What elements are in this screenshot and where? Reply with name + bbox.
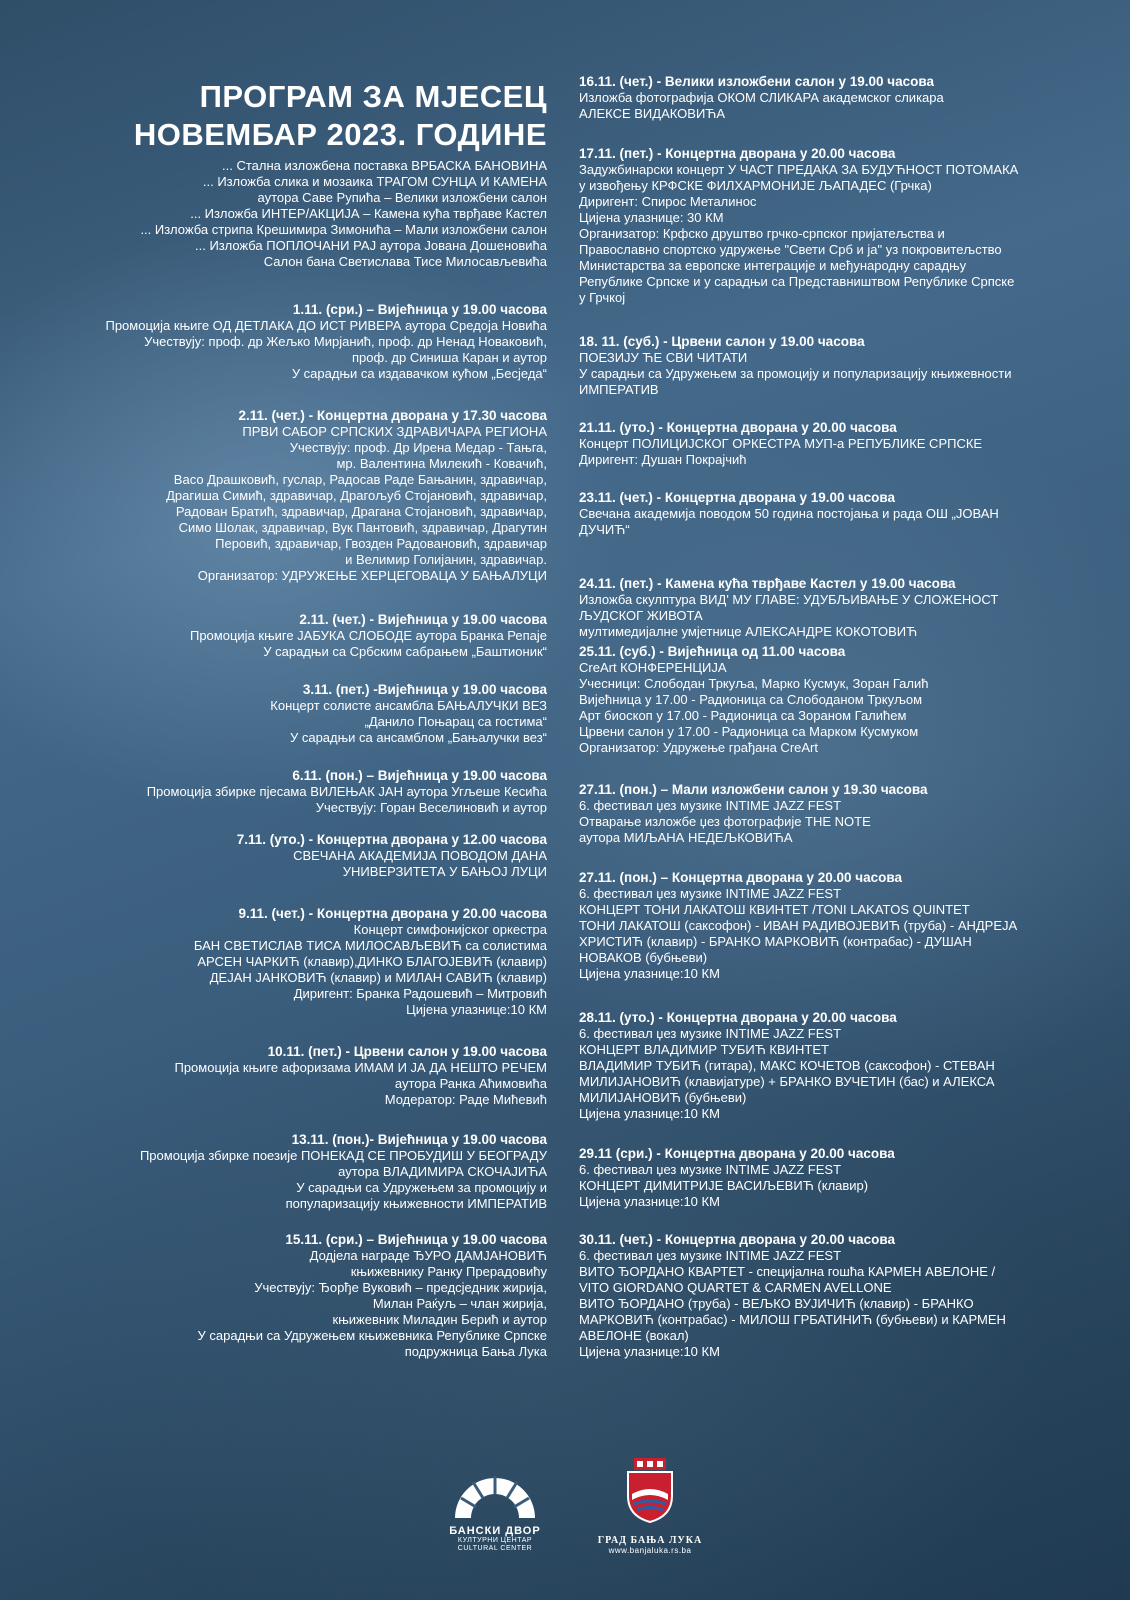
event-detail-line: Учествују: проф. др Жељко Мирјанић, проф. др Ненад Новаковић, bbox=[144, 334, 547, 349]
event-detail-line: у извођењу КРФСКЕ ФИЛХАРМОНИЈЕ ЉАПАДЕС (Грчка) bbox=[579, 178, 932, 193]
event-detail-line: КОНЦЕРТ ДИМИТРИЈЕ ВАСИЉЕВИЋ (клавир) bbox=[579, 1178, 869, 1193]
event-date-venue: 18. 11. (суб.) - Црвени салон у 19.00 часова bbox=[579, 334, 865, 349]
event-detail-line: НОВАКОВ (бубњеви) bbox=[579, 950, 708, 965]
event-detail-line: књижевнику Ранку Прерадовићу bbox=[350, 1264, 547, 1279]
event-detail-line: АЛЕКСЕ ВИДАКОВИЋА bbox=[579, 106, 726, 121]
event-entry bbox=[190, 612, 547, 660]
event-detail-line: Цијена улазнице:10 КМ bbox=[579, 966, 720, 981]
event-detail-line: Републике Српске и у сарадњи са Представништвом Републике Српске bbox=[579, 274, 1015, 289]
event-detail-line: Концерт ПОЛИЦИЈСКОГ ОРКЕСТРА МУП-а РЕПУБЛИКЕ СРПСКЕ bbox=[579, 436, 983, 451]
event-date-venue: 1.11. (сри.) – Вијећница у 19.00 часова bbox=[292, 302, 547, 317]
event-detail-line: ВЛАДИМИР ТУБИЋ (гитара), МАКС КОЧЕТОВ (саксофон) - СТЕВАН bbox=[579, 1058, 995, 1073]
banski-dvor-sub2: CULTURAL CENTER bbox=[457, 1545, 533, 1552]
event-detail-line: 6. фестивал џез музике INTIME JAZZ FEST bbox=[579, 1162, 842, 1177]
event-detail-line: аутора Ранка Аћимовића bbox=[394, 1076, 547, 1091]
event-detail-line: Диригент: Бранка Радошевић – Митровић bbox=[293, 986, 547, 1001]
event-detail-line: Вијећница у 17.00 - Радионица са Слободаном Тркуљом bbox=[579, 692, 923, 707]
event-detail-line: Организатор: Удружење грађана CreArt bbox=[579, 740, 818, 755]
event-date-venue: 21.11. (уто.) - Концертна дворана у 20.00 часова bbox=[579, 420, 897, 435]
event-detail-line: Модератор: Раде Мићевић bbox=[384, 1092, 547, 1107]
event-detail-line: Цијена улазнице: 30 КМ bbox=[579, 210, 724, 225]
event-date-venue: 2.11. (чет.) - Концертна дворана у 17.30 часова bbox=[238, 408, 547, 423]
event-date-venue: 25.11. (суб.) - Вијећница од 11.00 часова bbox=[579, 644, 846, 659]
event-detail-line: ВИТО ЂОРДАНО (труба) - ВЕЉКО ВУЈИЧИЋ (клавир) - БРАНКО bbox=[579, 1296, 974, 1311]
city-coat-of-arms-icon bbox=[620, 1458, 680, 1524]
event-detail-line: ... Стална изложбена поставка ВРБАСКА БАНОВИНА bbox=[222, 158, 547, 173]
event-entry bbox=[140, 1132, 547, 1212]
event-date-venue: 7.11. (уто.) - Концертна дворана у 12.00 часова bbox=[236, 832, 547, 847]
event-entry bbox=[579, 576, 998, 640]
event-entry bbox=[579, 870, 1017, 982]
exhibitions-intro bbox=[140, 158, 547, 270]
event-detail-line: Учествују: проф. Др Ирена Медар - Тањга, bbox=[289, 440, 547, 455]
event-detail-line: књижевник Миладин Берић и аутор bbox=[332, 1312, 547, 1327]
event-detail-line: „Данило Поњарац са гостима“ bbox=[364, 714, 547, 729]
event-detail-line: СВЕЧАНА АКАДЕМИЈА ПОВОДОМ ДАНА bbox=[293, 848, 547, 863]
event-detail-line: Додјела награде ЂУРО ДАМЈАНОВИЋ bbox=[309, 1248, 547, 1263]
event-detail-line: ... Изложба слика и мозаика ТРАГОМ СУНЦА И КАМЕНА bbox=[202, 174, 547, 189]
event-entry bbox=[579, 420, 982, 468]
event-detail-line: Учествују: Ђорђе Вуковић – предсједник жирија, bbox=[254, 1280, 547, 1295]
event-entry bbox=[579, 334, 1012, 398]
event-detail-line: Отварање изложбе џез фотографије THE NOTE bbox=[579, 814, 871, 829]
event-detail-line: VITO GIORDANO QUARTET & CARMEN AVELLONE bbox=[579, 1280, 892, 1295]
event-detail-line: ТОНИ ЛАКАТОШ (саксофон) - ИВАН РАДИВОЈЕВИЋ (труба) - АНДРЕЈА bbox=[579, 918, 1018, 933]
event-detail-line: УНИВЕРЗИТЕТА У БАЊОЈ ЛУЦИ bbox=[342, 864, 547, 879]
event-detail-line: Перовић, здравичар, Гвозден Радовановић, здравичар bbox=[215, 536, 547, 551]
event-detail-line: БАН СВЕТИСЛАВ ТИСА МИЛОСАВЉЕВИЋ са солистима bbox=[193, 938, 547, 953]
event-detail-line: Промоција збирке пјесама ВИЛЕЊАК ЈАН аутора Угљеше Кесића bbox=[146, 784, 547, 799]
event-detail-line: У сарадњи са Србским сабрањем „Баштионик“ bbox=[263, 644, 547, 659]
event-entry bbox=[105, 302, 547, 382]
event-detail-line: ДУЧИЋ“ bbox=[579, 522, 630, 537]
event-detail-line: Концерт солисте ансамбла БАЊАЛУЧКИ ВЕЗ bbox=[270, 698, 547, 713]
logos bbox=[440, 1458, 703, 1568]
event-entry bbox=[147, 768, 547, 816]
event-detail-line: Промоција књиге ОД ДЕТЛАКА ДО ИСТ РИВЕРА аутора Средоја Новића bbox=[105, 318, 547, 333]
event-detail-line: Промоција збирке поезије ПОНЕКАД СЕ ПРОБУДИШ У БЕОГРАДУ bbox=[139, 1148, 547, 1163]
event-entry bbox=[270, 682, 547, 746]
event-entry bbox=[237, 832, 547, 880]
event-detail-line: Диригент: Спирос Металинос bbox=[579, 194, 757, 209]
event-detail-line: и Велимир Голијанин, здравичар. bbox=[345, 552, 547, 567]
event-detail-line: аутора Саве Рупића – Велики изложбени салон bbox=[257, 190, 547, 205]
event-detail-line: Учествују: Горан Веселиновић и аутор bbox=[315, 800, 547, 815]
banski-dvor-logo bbox=[440, 1458, 550, 1553]
event-detail-line: Промоција књиге ЈАБУКА СЛОБОДЕ аутора Бранка Репаје bbox=[189, 628, 547, 643]
event-date-venue: 15.11. (сри.) – Вијећница у 19.00 часова bbox=[285, 1232, 547, 1247]
event-detail-line: Цијена улазнице:10 КМ bbox=[406, 1002, 547, 1017]
event-date-venue: 27.11. (пон.) – Мали изложбени салон у 19.30 часова bbox=[579, 782, 928, 797]
event-detail-line: МИЛИЈАНОВИЋ (клавијатуре) + БРАНКО ВУЧЕТИН (бас) и АЛЕКСА bbox=[579, 1074, 995, 1089]
event-entry bbox=[579, 782, 928, 846]
event-detail-line: Диригент: Душан Покрајчић bbox=[579, 452, 747, 467]
event-detail-line: Милан Раќуљ – члан жирија, bbox=[372, 1296, 547, 1311]
event-detail-line: 6. фестивал џез музике INTIME JAZZ FEST bbox=[579, 798, 842, 813]
event-entry bbox=[579, 490, 999, 538]
event-date-venue: 16.11. (чет.) - Велики изложбени салон у 19.00 часова bbox=[579, 74, 934, 89]
grad-banja-luka-logo bbox=[595, 1458, 705, 1555]
event-detail-line: Концерт симфонијског оркестра bbox=[353, 922, 547, 937]
event-detail-line: Свечана академија поводом 50 година постојања и рада ОШ „ЈОВАН bbox=[579, 506, 999, 521]
event-detail-line: Цијена улазнице:10 КМ bbox=[579, 1194, 720, 1209]
event-detail-line: У сарадњи са Удружењем књижевника Републике Српске bbox=[197, 1328, 547, 1343]
event-detail-line: У сарадњи са издавачком кућом „Бесједа“ bbox=[291, 366, 547, 381]
event-detail-line: У сарадњи са Удружењем за промоцију и bbox=[296, 1180, 547, 1195]
event-detail-line: 6. фестивал џез музике INTIME JAZZ FEST bbox=[579, 1248, 842, 1263]
event-detail-line: у Грчкој bbox=[579, 290, 626, 305]
event-detail-line: ... Изложба ИНТЕР/АКЦИЈА – Камена кућа тврђаве Кастел bbox=[190, 206, 547, 221]
event-detail-line: популаризацију књижевности ИМПЕРАТИВ bbox=[285, 1196, 547, 1211]
event-detail-line: 6. фестивал џез музике INTIME JAZZ FEST bbox=[579, 886, 842, 901]
event-entry bbox=[194, 906, 547, 1018]
event-detail-line: Учесници: Слободан Тркуља, Марко Кусмук, Зоран Галић bbox=[579, 676, 929, 691]
event-date-venue: 24.11. (пет.) - Камена кућа тврђаве Кастел у 19.00 часова bbox=[579, 576, 956, 591]
grad-name: ГРАД БАЊА ЛУКА bbox=[597, 1535, 703, 1546]
event-entry bbox=[579, 644, 928, 756]
event-detail-line: ... Изложба стрипа Крешимира Зимонића – Мали изложбени салон bbox=[140, 222, 547, 237]
event-detail-line: Драгиша Симић, здравичар, Драгољуб Стојановић, здравичар, bbox=[166, 488, 547, 503]
event-detail-line: Организатор: Крфско друштво грчко-српског пријатељства и bbox=[579, 226, 945, 241]
event-detail-line: 6. фестивал џез музике INTIME JAZZ FEST bbox=[579, 1026, 842, 1041]
event-detail-line: мр. Валентина Милекић - Ковачић, bbox=[336, 456, 547, 471]
event-detail-line: Радован Братић, здравичар, Драгана Стојановић, здравичар, bbox=[175, 504, 547, 519]
event-detail-line: Симо Шолак, здравичар, Вук Пантовић, здравичар, Драгутин bbox=[178, 520, 547, 535]
event-entry bbox=[579, 1010, 995, 1122]
grad-url: www.banjaluka.rs.ba bbox=[608, 1546, 692, 1555]
event-entry bbox=[579, 1232, 1006, 1360]
banski-dvor-emblem-icon bbox=[445, 1458, 545, 1520]
event-date-venue: 9.11. (чет.) - Концертна дворана у 20.00 часова bbox=[238, 906, 547, 921]
event-detail-line: Православно спортско удружење "Свети Срб и ја" уз покровитељство bbox=[579, 242, 1002, 257]
event-detail-line: Изложба фотографија ОКОМ СЛИКАРА академског сликара bbox=[579, 90, 944, 105]
event-detail-line: Министарства за европске интеграције и међународну сарадњу bbox=[579, 258, 967, 273]
event-detail-line: мултимедијалне умјетнице АЛЕКСАНДРЕ КОКОТОВИЋ bbox=[579, 624, 918, 639]
event-detail-line: ДЕЈАН ЈАНКОВИЋ (клавир) и МИЛАН САВИЋ (клавир) bbox=[209, 970, 547, 985]
event-detail-line: аутора МИЉАНА НЕДЕЉКОВИЋА bbox=[579, 830, 793, 845]
event-detail-line: ВИТО ЂОРДАНО КВАРТЕТ - специјална гошћа КАРМЕН АВЕЛОНЕ / bbox=[579, 1264, 996, 1279]
event-entry bbox=[174, 1044, 547, 1108]
event-entry bbox=[198, 1232, 547, 1360]
event-date-venue: 29.11 (сри.) - Концертна дворана у 20.00 часова bbox=[579, 1146, 895, 1161]
event-detail-line: АВЕЛОНЕ (вокал) bbox=[579, 1328, 689, 1343]
event-date-venue: 3.11. (пет.) -Вијећница у 19.00 часова bbox=[302, 682, 547, 697]
event-entry bbox=[579, 146, 1018, 306]
title-line-2: НОВЕМБАР 2023. ГОДИНЕ bbox=[133, 117, 547, 152]
event-date-venue: 2.11. (чет.) - Вијећница у 19.00 часова bbox=[299, 612, 547, 627]
event-date-venue: 23.11. (чет.) - Концертна дворана у 19.00 часова bbox=[579, 490, 896, 505]
event-date-venue: 28.11. (уто.) - Концертна дворана у 20.00 часова bbox=[579, 1010, 897, 1025]
event-detail-line: ПРВИ САБОР СРПСКИХ ЗДРАВИЧАРА РЕГИОНА bbox=[242, 424, 547, 439]
event-detail-line: проф. др Синиша Каран и аутор bbox=[352, 350, 547, 365]
event-date-venue: 10.11. (пет.) - Црвени салон у 19.00 часова bbox=[267, 1044, 547, 1059]
event-detail-line: ЉУДСКОГ ЖИВОТА bbox=[579, 608, 703, 623]
event-detail-line: Организатор: УДРУЖЕЊЕ ХЕРЦЕГОВАЦА У БАЊАЛУЦИ bbox=[197, 568, 547, 583]
event-date-venue: 17.11. (пет.) - Концертна дворана у 20.00 часова bbox=[579, 146, 896, 161]
event-detail-line: Црвени салон у 17.00 - Радионица са Марком Кусмуком bbox=[579, 724, 919, 739]
event-detail-line: CreArt КОНФЕРЕНЦИЈА bbox=[579, 660, 727, 675]
event-entry bbox=[579, 1146, 895, 1210]
event-entry bbox=[579, 74, 944, 122]
event-detail-line: ИМПЕРАТИВ bbox=[579, 382, 659, 397]
event-detail-line: Васо Драшковић, гуслар, Радосав Раде Бањанин, здравичар, bbox=[173, 472, 547, 487]
banski-dvor-sub1: КУЛТУРНИ ЦЕНТАР bbox=[457, 1537, 533, 1544]
event-detail-line: У сарадњи са ансамблом „Бањалучки вез“ bbox=[289, 730, 547, 745]
event-detail-line: ХРИСТИЋ (клавир) - БРАНКО МАРКОВИЋ (контрабас) - ДУШАН bbox=[579, 934, 972, 949]
title-line-1: ПРОГРАМ ЗА МЈЕСЕЦ bbox=[199, 79, 547, 114]
event-detail-line: Цијена улазнице:10 КМ bbox=[579, 1106, 720, 1121]
event-detail-line: Задужбинарски концерт У ЧАСТ ПРЕДАКА ЗА БУДУЋНОСТ ПОТОМАКА bbox=[579, 162, 1019, 177]
event-detail-line: ПОЕЗИЈУ ЋЕ СВИ ЧИТАТИ bbox=[579, 350, 748, 365]
event-detail-line: У сарадњи са Удружењем за промоцију и популаризацију књижевности bbox=[579, 366, 1012, 381]
event-detail-line: аутора ВЛАДИМИРА СКОЧАЈИЋА bbox=[338, 1164, 547, 1179]
event-detail-line: КОНЦЕРТ ТОНИ ЛАКАТОШ КВИНТЕТ /TONI LAKATOS QUINTET bbox=[579, 902, 970, 917]
event-detail-line: подружница Бања Лука bbox=[404, 1344, 547, 1359]
event-detail-line: Цијена улазнице:10 КМ bbox=[579, 1344, 720, 1359]
event-detail-line: ... Изложба ПОПЛОЧАНИ РАЈ аутора Јована Дошеновића bbox=[195, 238, 547, 253]
event-detail-line: КОНЦЕРТ ВЛАДИМИР ТУБИЋ КВИНТЕТ bbox=[579, 1042, 829, 1057]
event-detail-line: Промоција књиге афоризама ИМАМ И ЈА ДА НЕШТО РЕЧЕМ bbox=[174, 1060, 547, 1075]
event-date-venue: 13.11. (пон.)- Вијећница у 19.00 часова bbox=[291, 1132, 547, 1147]
event-detail-line: Салон бана Светислава Тисе Милосављевића bbox=[263, 254, 547, 269]
event-date-venue: 6.11. (пон.) – Вијећница у 19.00 часова bbox=[292, 768, 547, 783]
event-detail-line: МАРКОВИЋ (контрабас) - МИЛОШ ГРБАТИНИЋ (бубњеви) и КАРМЕН bbox=[579, 1312, 1006, 1327]
event-detail-line: Изложба скулптура ВИД' МУ ГЛАВЕ: УДУБЉИВАЊЕ У СЛОЖЕНОСТ bbox=[579, 592, 999, 607]
event-entry bbox=[166, 408, 547, 584]
event-date-venue: 27.11. (пон.) – Концертна дворана у 20.00 часова bbox=[579, 870, 903, 885]
event-detail-line: МИЛИЈАНОВИЋ (бубњеви) bbox=[579, 1090, 747, 1105]
event-detail-line: АРСЕН ЧАРКИЋ (клавир),ДИНКО БЛАГОЈЕВИЋ (клавир) bbox=[197, 954, 547, 969]
event-date-venue: 30.11. (чет.) - Концертна дворана у 20.00 часова bbox=[579, 1232, 896, 1247]
page-title bbox=[30, 78, 547, 154]
event-detail-line: Арт биоскоп у 17.00 - Радионица са Зораном Галићем bbox=[579, 708, 907, 723]
banski-dvor-name: БАНСКИ ДВОР bbox=[449, 1525, 541, 1537]
